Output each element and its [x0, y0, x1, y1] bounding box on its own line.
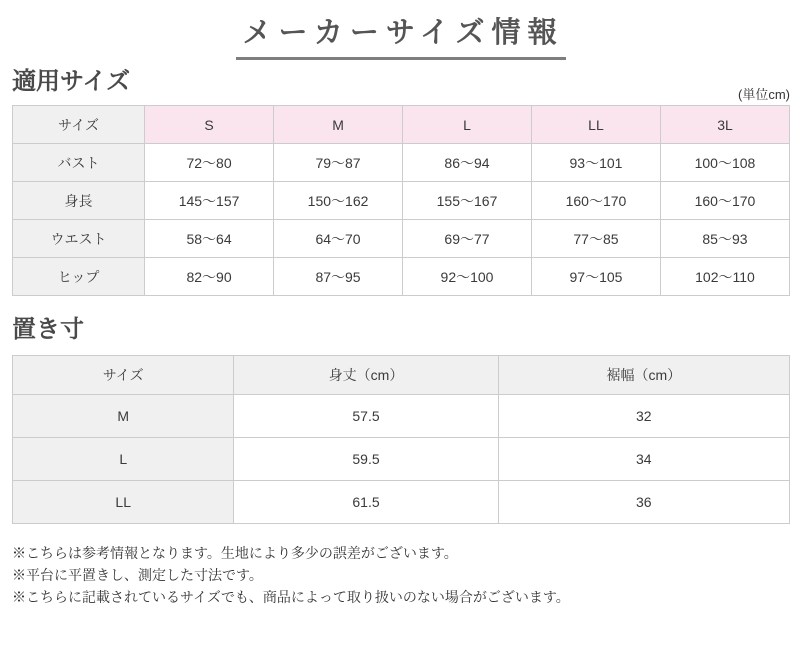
page-title-wrap [12, 8, 790, 60]
applicable-size-table [12, 105, 790, 296]
flat-row-label-ll: LL [13, 481, 234, 524]
waist-value-l: 69〜77 [403, 220, 532, 258]
flat-hem-l: 34 [498, 438, 789, 481]
row-label-waist: ウエスト [13, 220, 145, 258]
size-column-header-s: S [145, 106, 274, 144]
waist-value-s: 58〜64 [145, 220, 274, 258]
unit-note: (単位cm) [738, 87, 790, 102]
size-column-header-3l: 3L [660, 106, 789, 144]
height-value-l: 155〜167 [403, 182, 532, 220]
row-label-height: 身長 [13, 182, 145, 220]
height-value-s: 145〜157 [145, 182, 274, 220]
bust-value-3l: 100〜108 [660, 144, 789, 182]
size-column-header-l: L [403, 106, 532, 144]
row-label-hip: ヒップ [13, 258, 145, 296]
bust-value-ll: 93〜101 [531, 144, 660, 182]
hip-value-s: 82〜90 [145, 258, 274, 296]
flat-length-m: 57.5 [234, 395, 498, 438]
flat-table-header-row [13, 356, 790, 395]
table-row-height [13, 182, 790, 220]
table-row-bust [13, 144, 790, 182]
flat-measure-table [12, 355, 790, 524]
footnotes [12, 544, 790, 607]
flat-table-row-ll [13, 481, 790, 524]
size-table-header-row [13, 106, 790, 144]
height-value-ll: 160〜170 [531, 182, 660, 220]
table-row-hip [13, 258, 790, 296]
table-row-waist [13, 220, 790, 258]
applicable-size-section-head [12, 68, 790, 102]
size-table-corner-header: サイズ [13, 106, 145, 144]
flat-table-row-m [13, 395, 790, 438]
flat-column-header-hem: 裾幅（cm） [498, 356, 789, 395]
page-title: メーカーサイズ情報 [236, 8, 565, 60]
flat-table-row-l [13, 438, 790, 481]
bust-value-l: 86〜94 [403, 144, 532, 182]
section-heading-applicable-size: 適用サイズ [12, 68, 131, 95]
bust-value-m: 79〜87 [274, 144, 403, 182]
flat-hem-m: 32 [498, 395, 789, 438]
flat-length-ll: 61.5 [234, 481, 498, 524]
hip-value-l: 92〜100 [403, 258, 532, 296]
height-value-3l: 160〜170 [660, 182, 789, 220]
waist-value-m: 64〜70 [274, 220, 403, 258]
note-flat-measured: ※平台に平置きし、測定した寸法です。 [12, 567, 263, 583]
hip-value-m: 87〜95 [274, 258, 403, 296]
flat-column-header-length: 身丈（cm） [234, 356, 498, 395]
note-availability: ※こちらに記載されているサイズでも、商品によって取り扱いのない場合がございます。 [12, 589, 570, 605]
flat-row-label-m: M [13, 395, 234, 438]
hip-value-ll: 97〜105 [531, 258, 660, 296]
flat-row-label-l: L [13, 438, 234, 481]
note-reference-info: ※こちらは参考情報となります。生地により多少の誤差がございます。 [12, 545, 458, 561]
size-column-header-m: M [274, 106, 403, 144]
size-column-header-ll: LL [531, 106, 660, 144]
flat-hem-ll: 36 [498, 481, 789, 524]
hip-value-3l: 102〜110 [660, 258, 789, 296]
height-value-m: 150〜162 [274, 182, 403, 220]
flat-length-l: 59.5 [234, 438, 498, 481]
bust-value-s: 72〜80 [145, 144, 274, 182]
row-label-bust: バスト [13, 144, 145, 182]
waist-value-ll: 77〜85 [531, 220, 660, 258]
flat-column-header-size: サイズ [13, 356, 234, 395]
waist-value-3l: 85〜93 [660, 220, 789, 258]
section-heading-flat-measure: 置き寸 [12, 316, 84, 343]
